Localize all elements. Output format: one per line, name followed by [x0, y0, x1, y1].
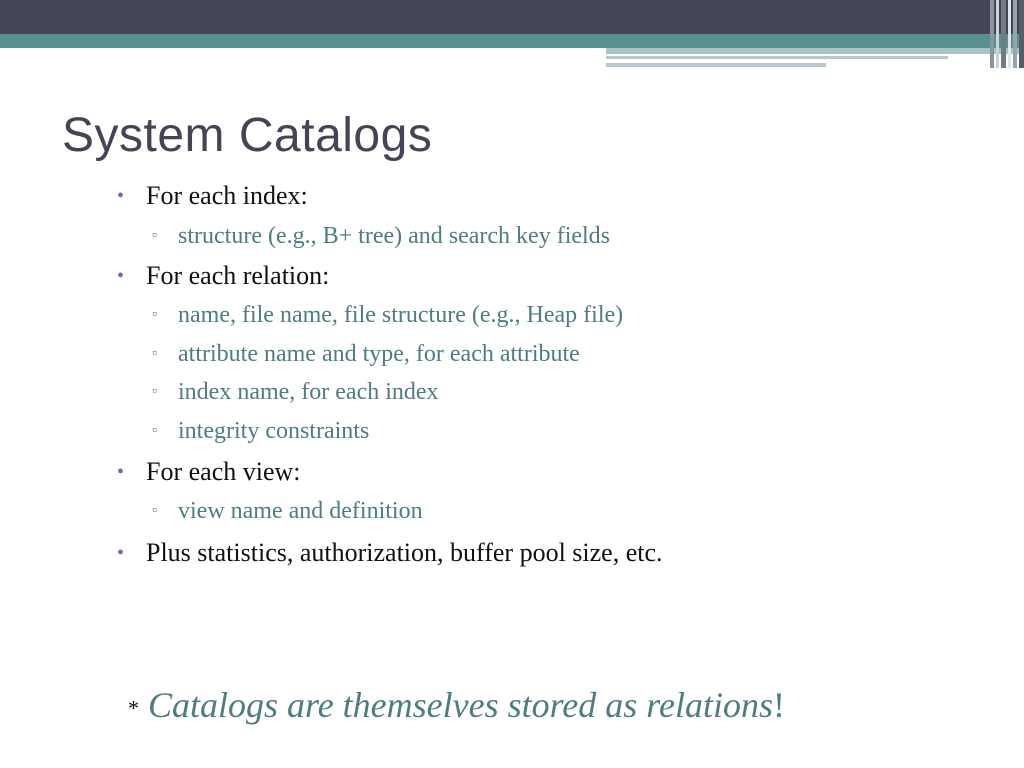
sub-bullet-text: integrity constraints [178, 418, 370, 444]
header-gray-line-1 [606, 56, 948, 59]
sub-bullet-text: name, file name, file structure (e.g., Heap file) [178, 302, 624, 328]
square-bullet-icon: ▫ [152, 228, 157, 243]
header-gray-line-2 [606, 63, 826, 67]
square-bullet-icon: ▫ [152, 503, 157, 518]
header-right-stripe [1019, 0, 1024, 68]
header-teal-thin-band [606, 48, 1024, 54]
footnote [128, 685, 785, 729]
bullet-text: Plus statistics, authorization, buffer pool size, etc. [146, 538, 663, 567]
header-right-stripe [1008, 0, 1011, 68]
header-right-stripe [1013, 0, 1017, 68]
footnote-suffix: ! [772, 685, 785, 725]
sub-bullet-text: structure (e.g., B+ tree) and search key fields [178, 223, 611, 249]
bullet-dot-icon: • [117, 185, 125, 207]
header-right-stripe [1001, 0, 1006, 68]
bullet-dot-icon: • [117, 461, 125, 483]
sub-bullet-text: index name, for each index [178, 379, 439, 405]
square-bullet-icon: ▫ [152, 423, 157, 438]
bullet-dot-icon: • [117, 265, 125, 287]
slide-title: System Catalogs [62, 109, 433, 162]
square-bullet-icon: ▫ [152, 307, 157, 322]
bullet-text: For each index: [146, 181, 308, 210]
square-bullet-icon: ▫ [152, 346, 157, 361]
bullet-text: For each relation: [146, 261, 330, 290]
square-bullet-icon: ▫ [152, 384, 157, 399]
header-dark-bar [0, 0, 1024, 34]
sub-bullet-text: view name and definition [178, 498, 423, 524]
header-teal-band [0, 34, 1024, 48]
footnote-marker: * [128, 695, 139, 721]
header-right-stripe [990, 0, 994, 68]
header-right-stripe [996, 0, 999, 68]
sub-bullet-text: attribute name and type, for each attribute [178, 341, 580, 367]
footnote-text: Catalogs are themselves stored as relations [148, 685, 773, 725]
bullet-dot-icon: • [117, 542, 125, 564]
bullet-text: For each view: [146, 457, 301, 486]
